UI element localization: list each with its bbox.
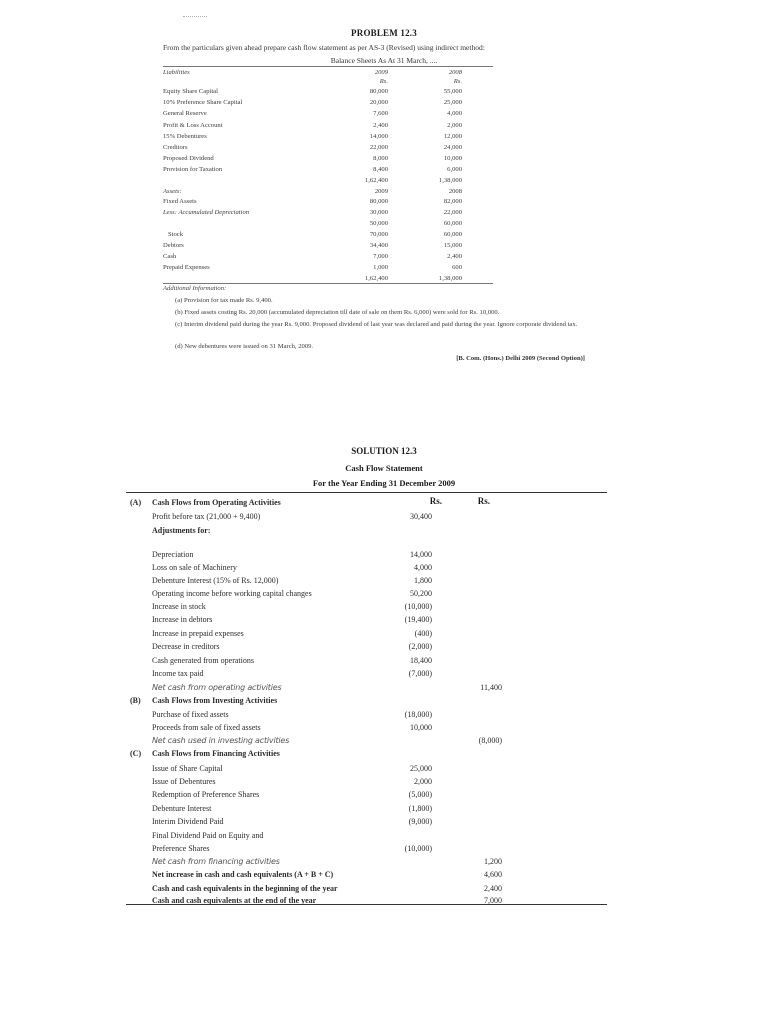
amount-col1: (18,000)	[404, 710, 432, 719]
statement-period: For the Year Ending 31 December 2009	[312, 478, 456, 488]
amount-col1: 2,000	[414, 777, 432, 786]
cash-flow-label: Issue of Share Capital	[152, 764, 223, 773]
cash-flow-row	[126, 574, 606, 587]
liability-2009: 7,600	[373, 110, 388, 118]
year-2008-label: 2008	[448, 69, 462, 76]
unit-2009: Rs.	[379, 78, 388, 85]
liability-label: General Reserve	[163, 110, 207, 118]
liability-2009: 80,000	[369, 88, 388, 95]
fixed-asset-2009: 50,000	[369, 220, 388, 227]
table-bottom-rule	[163, 283, 493, 284]
amount-col1: (7,000)	[408, 669, 432, 678]
cash-flow-label: Preference Shares	[152, 844, 210, 853]
fixed-asset-2009: 80,000	[369, 198, 388, 205]
cash-flow-row	[126, 600, 606, 613]
current-asset-row	[163, 231, 493, 239]
current-asset-2009: 70,000	[369, 231, 388, 238]
cash-flow-label: Depreciation	[152, 550, 194, 559]
statement-bottom-rule	[126, 904, 607, 905]
current-asset-2009: 1,000	[373, 264, 388, 271]
liability-row	[163, 133, 493, 141]
cash-flow-row	[126, 842, 606, 855]
cash-flow-label: Profit before tax (21,000 + 9,400)	[152, 512, 261, 521]
current-asset-2008: 2,400	[447, 253, 462, 260]
cash-flow-row	[126, 681, 606, 694]
current-asset-row	[163, 253, 493, 261]
amount-col1: (1,800)	[408, 804, 432, 813]
amount-col1: 4,000	[414, 563, 432, 572]
liability-2009: 8,000	[373, 155, 388, 163]
cash-flow-row	[126, 829, 606, 842]
liabilities-header	[163, 69, 493, 77]
cash-flow-label: Income tax paid	[152, 669, 204, 678]
cash-flow-row	[126, 708, 606, 721]
assets-year-2009: 2009	[374, 188, 388, 195]
amount-col2: 4,600	[484, 870, 502, 879]
cash-flow-label: Adjustments for:	[152, 526, 211, 535]
assets-label: Assets:	[163, 188, 182, 195]
cash-flow-label: Cash and cash equivalents at the end of the year	[152, 896, 317, 905]
liability-label: Profit & Loss Account	[163, 121, 223, 129]
amount-col1: 25,000	[410, 764, 432, 773]
cash-flow-row	[126, 694, 606, 707]
cash-flow-label: Cash Flows from Operating Activities	[152, 498, 281, 507]
solution-title: SOLUTION 12.3	[351, 446, 417, 456]
section-marker: (B)	[130, 696, 141, 705]
cash-flow-row	[126, 613, 606, 626]
fixed-asset-row	[163, 198, 493, 206]
cash-flow-label: Net cash used in investing activities	[152, 736, 290, 745]
cash-flow-label: Increase in stock	[152, 602, 206, 611]
fixed-asset-2009: 30,000	[369, 209, 388, 216]
section-marker: (C)	[130, 749, 142, 758]
note-a: (a) Provision for tax made Rs. 9,400.	[175, 297, 273, 304]
current-asset-2008: 600	[452, 264, 462, 271]
year-2009-label: 2009	[374, 69, 388, 76]
amount-col2: 1,200	[484, 857, 502, 866]
current-asset-2008: 15,000	[443, 242, 462, 249]
fixed-asset-2008: 82,000	[443, 198, 462, 205]
amount-col2: 2,400	[484, 884, 502, 893]
liab-total-2009: 1,62,400	[364, 177, 388, 184]
current-asset-label: Prepaid Expenses	[163, 264, 210, 271]
amount-col1: (9,000)	[408, 817, 432, 826]
table-top-rule	[163, 66, 493, 67]
cash-flow-row	[126, 587, 606, 600]
balance-sheet-heading: Balance Sheets As At 31 March, ....	[330, 56, 438, 65]
col2-header: Rs.	[477, 496, 490, 506]
fixed-asset-2008: 22,000	[443, 209, 462, 216]
cash-flow-row	[126, 788, 606, 801]
liability-row	[163, 155, 493, 163]
cash-flow-label: Operating income before working capital changes	[152, 589, 312, 598]
liability-row	[163, 166, 493, 174]
liability-2009: 8,400	[373, 166, 388, 174]
col1-header: Rs.	[429, 496, 442, 506]
cash-flow-row	[126, 855, 606, 868]
unit-2008: Rs.	[453, 78, 462, 85]
cash-flow-label: Final Dividend Paid on Equity and	[152, 831, 264, 840]
liability-row	[163, 99, 493, 107]
cash-flow-row	[126, 561, 606, 574]
liability-label: Provision for Taxation	[163, 166, 223, 174]
liability-2008: 55,000	[443, 88, 462, 95]
liability-2008: 10,000	[443, 155, 462, 163]
amount-col1: 30,400	[410, 512, 432, 521]
cash-flow-label: Cash and cash equivalents in the beginning of the year	[152, 884, 338, 893]
amount-col1: 10,000	[410, 723, 432, 732]
assets-total	[163, 275, 493, 283]
unit-header	[163, 78, 493, 86]
liability-2008: 4,000	[447, 110, 462, 118]
cash-flow-row	[126, 667, 606, 680]
liability-2009: 20,000	[369, 99, 388, 107]
liability-label: 15% Debentures	[163, 132, 207, 140]
cash-flow-row	[126, 894, 606, 907]
liabilities-label: Liabilities	[163, 69, 190, 76]
cash-flow-row	[126, 640, 606, 653]
liability-row	[163, 88, 493, 96]
cash-flow-label: Decrease in creditors	[152, 642, 220, 651]
cash-flow-row	[126, 721, 606, 734]
fixed-asset-label: Fixed Assets	[163, 198, 197, 205]
current-asset-label: Debtors	[163, 242, 184, 249]
liability-2008: 25,000	[443, 99, 462, 107]
current-asset-row	[163, 242, 493, 250]
current-asset-2009: 7,000	[373, 253, 388, 260]
amount-col2: 11,400	[480, 683, 502, 692]
cash-flow-label: Cash generated from operations	[152, 656, 254, 665]
cash-flow-label: Redemption of Preference Shares	[152, 790, 260, 799]
amount-col1: (19,400)	[404, 615, 432, 624]
current-asset-2009: 34,400	[369, 242, 388, 249]
assets-header	[163, 188, 493, 196]
liability-row	[163, 122, 493, 130]
cash-flow-row	[126, 734, 606, 747]
cash-flow-label: Net increase in cash and cash equivalents (A + B + C)	[152, 870, 334, 879]
cash-flow-label: Net cash from operating activities	[152, 683, 282, 692]
cash-flow-row	[126, 815, 606, 828]
additional-info-title: Additional Information:	[163, 285, 227, 292]
note-c: (c) Interim dividend paid during the year Rs. 9,000. Proposed dividend of last year was declared and paid during the year. Ignore corporate dividend tax.	[175, 321, 578, 328]
liability-row	[163, 110, 493, 118]
amount-col1: (2,000)	[408, 642, 432, 651]
cash-flow-label: Cash Flows from Investing Activities	[152, 696, 278, 705]
cash-flow-label: Increase in prepaid expenses	[152, 629, 244, 638]
assets-total-2009: 1,62,400	[364, 275, 388, 282]
cash-flow-label: Debenture Interest	[152, 804, 212, 813]
top-mark	[183, 16, 207, 17]
cash-flow-label: Issue of Debentures	[152, 777, 216, 786]
statement-title: Cash Flow Statement	[345, 463, 423, 473]
problem-title: PROBLEM 12.3	[351, 28, 417, 38]
note-b: (b) Fixed assets costing Rs. 20,000 (accumulated depreciation till date of sale on them Rs. 6,000) were sold for Rs. 10,000.	[175, 309, 500, 316]
amount-col1: 18,400	[410, 656, 432, 665]
cash-flow-label: Net cash from financing activities	[152, 857, 280, 866]
amount-col1: (5,000)	[408, 790, 432, 799]
liability-2009: 2,400	[373, 121, 388, 129]
liability-2008: 24,000	[443, 144, 462, 151]
liability-label: Equity Share Capital	[163, 88, 218, 95]
cash-flow-row	[126, 775, 606, 788]
section-marker: (A)	[130, 498, 142, 507]
cash-flow-label: Loss on sale of Machinery	[152, 563, 237, 572]
amount-col1: 1,800	[414, 576, 432, 585]
cash-flow-row	[126, 747, 606, 760]
liability-label: Creditors	[163, 144, 188, 151]
assets-year-2008: 2008	[448, 188, 462, 195]
liabilities-total	[163, 177, 493, 185]
cash-flow-label: Proceeds from sale of fixed assets	[152, 723, 261, 732]
cash-flow-label: Purchase of fixed assets	[152, 710, 229, 719]
cash-flow-row	[126, 496, 606, 509]
fixed-asset-row	[163, 220, 493, 228]
liability-2009: 14,000	[369, 132, 388, 140]
cash-flow-row	[126, 524, 606, 537]
problem-intro: From the particulars given ahead prepare cash flow statement as per AS-3 (Revised) using indirect method:	[163, 43, 485, 52]
current-asset-label: Stock	[168, 231, 184, 238]
cash-flow-row	[126, 762, 606, 775]
fixed-asset-2008: 60,000	[443, 220, 462, 227]
cash-flow-row	[126, 802, 606, 815]
cash-flow-row	[126, 654, 606, 667]
liab-total-2008: 1,38,000	[438, 177, 462, 184]
statement-top-rule	[126, 492, 607, 493]
liability-2008: 12,000	[443, 132, 462, 140]
amount-col1: 14,000	[410, 550, 432, 559]
assets-total-2008: 1,38,000	[438, 275, 462, 282]
amount-col1: (400)	[414, 629, 432, 638]
liability-label: 10% Preference Share Capital	[163, 99, 243, 107]
amount-col1: 50,200	[410, 589, 432, 598]
current-asset-row	[163, 264, 493, 272]
source-citation: [B. Com. (Hons.) Delhi 2009 (Second Option)]	[456, 355, 585, 362]
fixed-asset-label: Less: Accumulated Depreciation	[163, 209, 250, 216]
cash-flow-label: Interim Dividend Paid	[152, 817, 224, 826]
liability-2008: 6,000	[447, 166, 462, 174]
cash-flow-row	[126, 627, 606, 640]
cash-flow-row	[126, 548, 606, 561]
cash-flow-label: Debenture Interest (15% of Rs. 12,000)	[152, 576, 279, 585]
cash-flow-label: Increase in debtors	[152, 615, 213, 624]
cash-flow-row	[126, 868, 606, 881]
amount-col2: 7,000	[484, 896, 502, 905]
amount-col1: (10,000)	[404, 602, 432, 611]
note-d: (d) New debentures were issued on 31 March, 2009.	[175, 343, 314, 350]
fixed-asset-row	[163, 209, 493, 217]
liability-row	[163, 144, 493, 152]
cash-flow-label: Cash Flows from Financing Activities	[152, 749, 280, 758]
amount-col2: (8,000)	[478, 736, 502, 745]
cash-flow-row	[126, 510, 606, 523]
amount-col1: (10,000)	[404, 844, 432, 853]
current-asset-2008: 60,000	[443, 231, 462, 238]
liability-label: Proposed Dividend	[163, 155, 214, 163]
liability-2009: 22,000	[369, 144, 388, 151]
liability-2008: 2,000	[447, 121, 462, 129]
current-asset-label: Cash	[163, 253, 177, 260]
